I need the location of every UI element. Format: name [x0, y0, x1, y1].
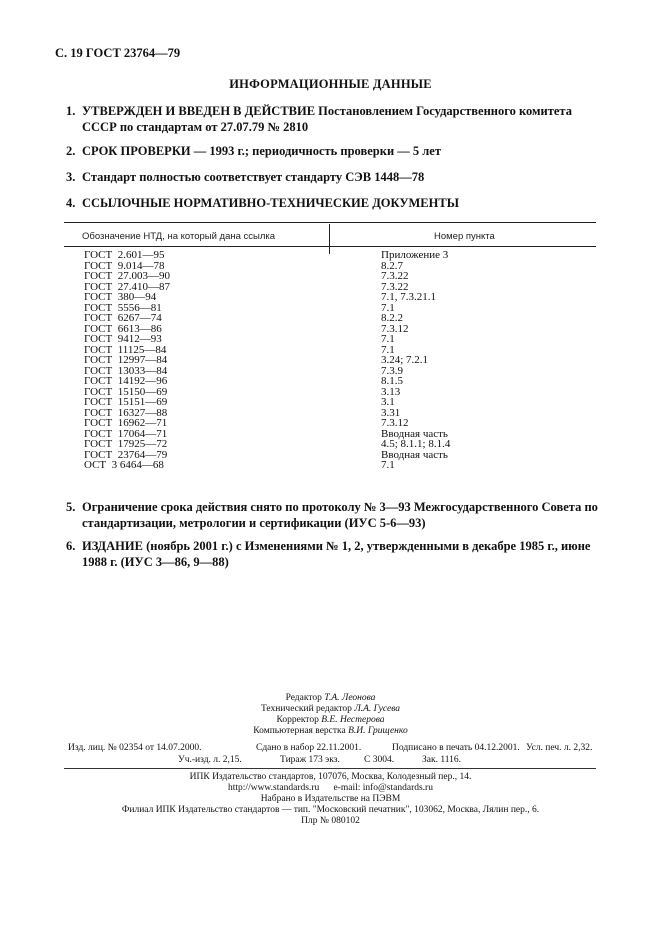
clause-number: 3.1 — [381, 396, 395, 408]
item-text: Стандарт полностью соответствует стандарту СЭВ 1448—78 — [82, 170, 425, 184]
publisher-address: ИПК Издательство стандартов, 107076, Москва, Колодезный пер., 14. — [189, 772, 472, 782]
section-title: ИНФОРМАЦИОННЫЕ ДАННЫЕ — [229, 77, 432, 91]
clause-number: 3.24; 7.2.1 — [381, 354, 429, 366]
ntd-designation: ГОСТ 15151—69 — [84, 396, 168, 408]
item-text: ССЫЛОЧНЫЕ НОРМАТИВНО-ТЕХНИЧЕСКИЕ ДОКУМЕНТЫ — [82, 196, 459, 210]
info-item-1 — [66, 103, 606, 135]
info-item-3 — [66, 169, 606, 185]
item-number: 2. — [66, 144, 76, 158]
clause-number: 7.1, 7.3.21.1 — [381, 291, 436, 303]
license-number: Плр № 080102 — [301, 816, 360, 826]
ntd-designation: ГОСТ 12997—84 — [84, 354, 168, 366]
ntd-designation: ГОСТ 9.014—78 — [84, 259, 165, 272]
table-header-designation: Обозначение НТД, на который дана ссылка — [82, 231, 276, 242]
clause-number: 7.3.9 — [381, 364, 403, 377]
credit-line: Компьютерная верстка В.И. Грищенко — [253, 726, 408, 736]
item-text: СРОК ПРОВЕРКИ — 1993 г.; периодичность проверки — 5 лет — [82, 144, 441, 158]
table-row — [0, 460, 661, 471]
table-header-rule — [64, 246, 596, 247]
clause-number: 7.3.12 — [381, 322, 409, 335]
ntd-designation: ГОСТ 11125—84 — [84, 343, 167, 356]
table-row — [0, 397, 661, 408]
ntd-designation: ГОСТ 14192—96 — [84, 375, 168, 387]
table-top-rule — [64, 222, 596, 223]
clause-number: Вводная часть — [381, 427, 448, 440]
ntd-designation: ГОСТ 17925—72 — [84, 438, 168, 450]
imprint-divider — [64, 768, 596, 769]
clause-number: 3.31 — [381, 406, 401, 419]
table-row — [0, 355, 661, 366]
item-text: Ограничение срока действия снято по протоколу № 3—93 Межгосударственного Совета по стандартизации, метрологии и сертификации (ИУС 5-6—93) — [82, 500, 598, 530]
publisher-web: http://www.standards.ru e-mail: info@standards.ru — [228, 783, 433, 793]
info-item-2 — [66, 143, 606, 159]
clause-number: 3.13 — [381, 385, 401, 398]
ntd-designation: ГОСТ 27.003—90 — [84, 270, 170, 282]
table-row — [0, 271, 661, 282]
item-number: 1. — [66, 104, 76, 118]
clause-number: 4.5; 8.1.1; 8.1.4 — [381, 438, 451, 450]
ntd-designation: ГОСТ 17064—71 — [84, 427, 168, 440]
clause-number: 8.1.5 — [381, 375, 403, 387]
credit-line: Технический редактор Л.А. Гусева — [260, 704, 401, 714]
ntd-designation: ГОСТ 2.601—95 — [84, 249, 165, 261]
ntd-designation: ГОСТ 380—94 — [84, 291, 157, 303]
table-row — [0, 439, 661, 450]
printer-address: Филиал ИПК Издательство стандартов — тип. "Московский печатник", 103062, Москва, Лялин пер., 6. — [121, 805, 540, 815]
item-text: ИЗДАНИЕ (ноябрь 2001 г.) с Изменениями № 1, 2, утвержденными в декабре 1985 г., июне 1988 г. (ИУС 3—86, 9—88) — [82, 539, 591, 569]
ntd-designation: ОСТ 3 6464—68 — [84, 459, 164, 471]
clause-number: 7.1 — [381, 333, 395, 345]
ntd-designation: ГОСТ 6613—86 — [84, 322, 162, 335]
table-row — [0, 418, 661, 429]
ntd-designation: ГОСТ 27.410—87 — [84, 280, 170, 293]
ntd-designation: ГОСТ 16327—88 — [84, 406, 168, 419]
info-item-4 — [66, 195, 606, 211]
credit-line: Редактор Т.А. Леонова — [285, 693, 376, 703]
info-item-6 — [66, 538, 606, 570]
ntd-designation: ГОСТ 23764—79 — [84, 448, 168, 461]
publisher-block — [0, 772, 661, 827]
item-number: 5. — [66, 500, 76, 514]
credits-block — [0, 693, 661, 737]
clause-number: 7.1 — [381, 459, 395, 471]
clause-number: 7.3.12 — [381, 417, 409, 429]
item-number: 6. — [66, 539, 76, 553]
item-number: 3. — [66, 170, 76, 184]
ntd-designation: ГОСТ 13033—84 — [84, 364, 168, 377]
clause-number: 7.3.22 — [381, 280, 409, 293]
clause-number: 7.1 — [381, 301, 395, 314]
table-row — [0, 334, 661, 345]
clause-number: 8.2.2 — [381, 312, 403, 324]
clause-number: 8.2.7 — [381, 259, 403, 272]
ntd-designation: ГОСТ 16962—71 — [84, 417, 168, 429]
item-number: 4. — [66, 196, 76, 210]
info-item-5 — [66, 499, 606, 531]
clause-number: Вводная часть — [381, 448, 448, 461]
table-row — [0, 376, 661, 387]
clause-number: Приложение 3 — [381, 249, 449, 261]
clause-number: 7.1 — [381, 343, 395, 356]
ntd-designation: ГОСТ 5556—81 — [84, 301, 162, 314]
ntd-designation: ГОСТ 15150—69 — [84, 385, 168, 398]
table-body — [0, 250, 661, 471]
ntd-designation: ГОСТ 6267—74 — [84, 312, 162, 324]
clause-number: 7.3.22 — [381, 270, 409, 282]
table-row — [0, 313, 661, 324]
table-header-clause: Номер пункта — [434, 231, 495, 242]
typeset-note: Набрано в Издательстве на ПЭВМ — [260, 794, 401, 804]
credit-line: Корректор В.Е. Нестерова — [276, 715, 385, 725]
table-row — [0, 250, 661, 261]
table-row — [0, 292, 661, 303]
ntd-designation: ГОСТ 9412—93 — [84, 333, 162, 345]
document-page: С. 19 ГОСТ 23764—79 ИНФОРМАЦИОННЫЕ ДАННЫЕ 1. УТВЕРЖДЕН И ВВЕДЕН В ДЕЙСТВИЕ Постановлением Государственного комитета СССР по стандартам от 27.07.79 № 2810 2. СРОК ПРОВЕРКИ — 1993 г.; периодичность проверки — 5 лет 3. Стандарт полностью соответствует стандарту СЭВ 1448—78 4. ССЫЛОЧНЫЕ НОРМАТИВНО-ТЕХНИЧЕСКИЕ ДОКУМЕНТЫ Обозначение НТД, на который дана ссылка Номер пункта ГОСТ 2.601—95 Приложение 3 ГОСТ 9.014—78 8.2.7 ГОСТ 27.003—90 7.3.22 ГОСТ 27.410—87 7.3.22 ГОСТ 380—94 7.1, 7.3.21.1 ГОСТ 5556—81 7.1 ГОСТ 6267—74 8.2.2 ГОСТ 6613—86 7.3.12 ГОСТ 9412—93 7.1 ГОСТ 11125—84 7.1 ГОСТ 12997—84 3.24; 7.2.1 ГОСТ 13033—84 7.3.9 ГОСТ 14192—96 8.1.5 ГОСТ 15150—69 3.13 ГОСТ 15151—69 3.1 ГОСТ 16327—88 3.31 ГОСТ 16962—71 7.3.12 ГОСТ 17064—71 Вводная часть ГОСТ 17925—72 4.5; 8.1.1; 8.1.4 ГОСТ 23764—79 Вводная часть ОСТ 3 6464—68 7.1 5. Ограничение срока действия снято по протоколу № 3—93 Межгосударственного Совета по стандартизации, метрологии и сертификации (ИУС 5-6—93) 6. ИЗДАНИЕ (ноябрь 2001 г.) с Изменениями № 1, 2, утвержденными в декабре 1985 г., июне 1988 г. (ИУС 3—86, 9—88) Редактор Т.А. Леонова Технический редактор Л.А. Гусева Корректор В.Е. Нестерова Компьютерная верстка В.И. Грищенко Изд. лиц. № 02354 от 14.07.2000. Сдано в набор 22.11.2001. Подписано в печать 04.12.2001. Усл. печ. л. 2,32. Уч.-изд. л. 2,15. Тираж 173 экз. С 3004. Зак. 1116. ИПК Издательство стандартов, 107076, Москва, Колодезный пер., 14. http://www.standards.ru e-mail: info@standards.ru Набрано в Издательстве на ПЭВМ Филиал ИПК Издательство стандартов — тип. "Московский печатник", 103062, Москва, Лялин пер., 6. Плр № 080102 — [0, 0, 661, 936]
item-text: УТВЕРЖДЕН И ВВЕДЕН В ДЕЙСТВИЕ Постановлением Государственного комитета СССР по стандартам от 27.07.79 № 2810 — [82, 104, 572, 134]
page-header: С. 19 ГОСТ 23764—79 — [55, 46, 181, 60]
